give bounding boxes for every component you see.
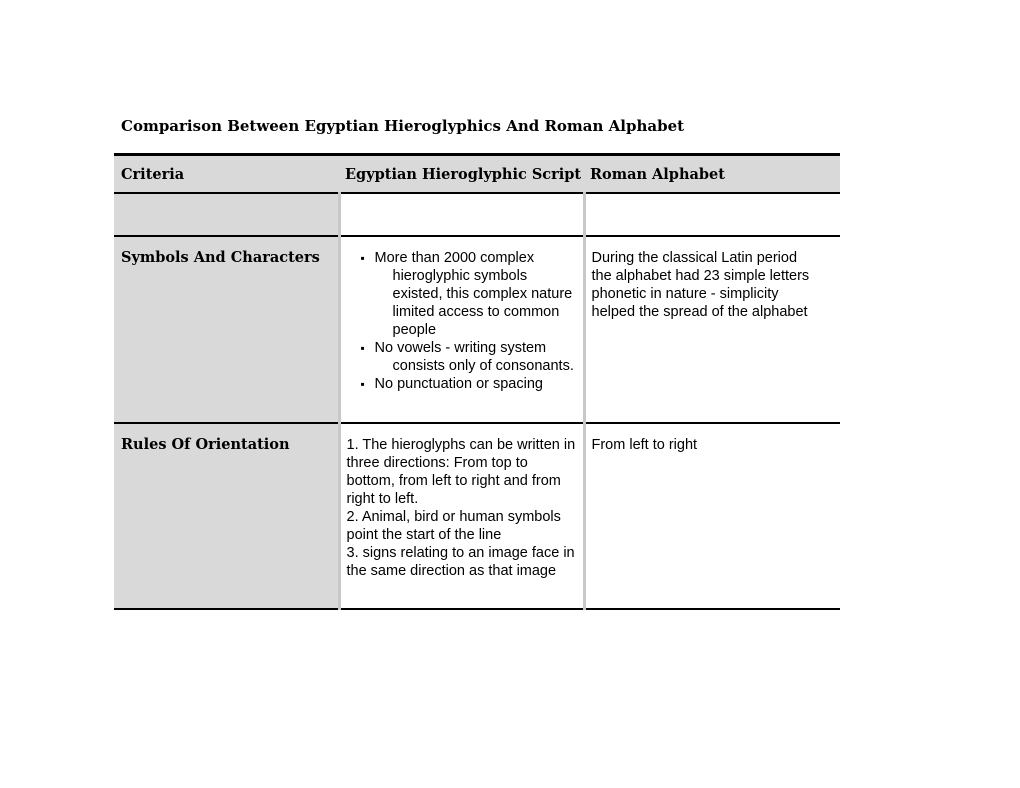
symbols-roman-cell — [584, 236, 840, 423]
header-roman: Roman Alphabet — [584, 155, 840, 194]
list-item: ▪ More than 2000 complex hieroglyphic symbols existed, this complex nature limited access to common people — [360, 250, 573, 338]
roman-text-line: helped the spread of the alphabet — [591, 304, 808, 320]
symbols-egyptian-list — [347, 249, 577, 393]
symbols-label: Symbols And Characters — [114, 236, 339, 423]
symbols-egyptian-cell — [339, 236, 584, 423]
roman-text-line: the alphabet had 23 simple letters — [591, 268, 810, 284]
rule-item: 2. Animal, bird or human symbols point the start of the line — [346, 509, 561, 543]
roman-text-line: phonetic in nature - simplicity — [591, 286, 779, 302]
table-header-row — [114, 155, 840, 194]
rule-item: 1. The hieroglyphs can be written in three directions: From top to bottom, from left to right and from right to left. — [346, 437, 576, 507]
comparison-table — [114, 153, 840, 610]
blank-label-cell — [114, 193, 339, 236]
bullet-marker-icon: ▪ — [360, 341, 365, 355]
bullet-marker-icon: ▪ — [360, 377, 365, 391]
table-row-blank — [114, 193, 840, 236]
blank-roman-cell — [584, 193, 840, 236]
rules-roman-cell: From left to right — [584, 423, 840, 609]
blank-egyptian-cell — [339, 193, 584, 236]
header-criteria: Criteria — [114, 155, 339, 194]
list-item: ▪ No vowels - writing system consists only of consonants. — [360, 340, 574, 374]
table-row-symbols — [114, 236, 840, 423]
list-item: ▪ No punctuation or spacing — [360, 376, 543, 392]
header-egyptian: Egyptian Hieroglyphic Script — [339, 155, 584, 194]
rules-label: Rules Of Orientation — [114, 423, 339, 609]
roman-text-line: During the classical Latin period — [591, 250, 798, 266]
document-title: Comparison Between Egyptian Hieroglyphics And Roman Alphabet — [121, 117, 685, 135]
bullet-marker-icon: ▪ — [360, 251, 365, 265]
rules-egyptian-cell — [339, 423, 584, 609]
rule-item: 3. signs relating to an image face in the same direction as that image — [346, 545, 575, 579]
table-row-rules — [114, 423, 840, 609]
